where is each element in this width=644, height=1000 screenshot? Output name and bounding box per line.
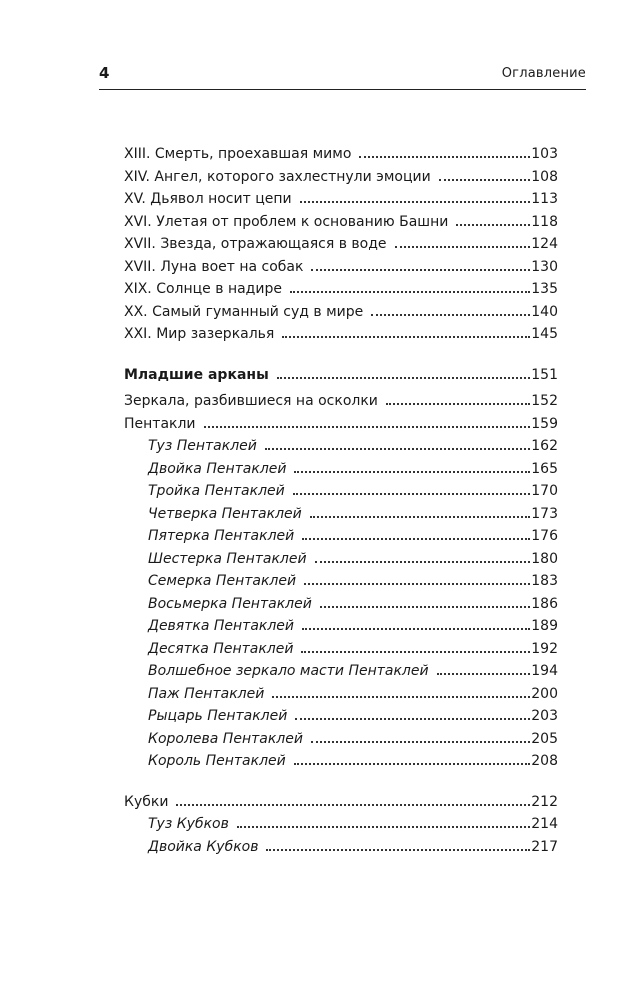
- toc-entry-title: XIV. Ангел, которого захлестнули эмоции: [124, 168, 431, 185]
- toc-entry[interactable]: [124, 278, 558, 301]
- toc-entry-page: 130: [531, 258, 558, 275]
- toc-entry[interactable]: [124, 233, 558, 256]
- toc-subentry[interactable]: [148, 638, 558, 661]
- toc-entry-title: XVII. Звезда, отражающаяся в воде: [124, 236, 387, 252]
- dot-leader: [265, 448, 530, 450]
- toc-entry-page: 170: [531, 483, 558, 499]
- toc-entry-page: 113: [531, 191, 558, 207]
- dot-leader: [295, 718, 530, 720]
- toc-subentry[interactable]: [148, 615, 558, 638]
- toc-subentry[interactable]: [148, 480, 558, 503]
- toc-subentry[interactable]: [148, 458, 558, 481]
- toc-entry-title: Семерка Пентаклей: [148, 573, 297, 589]
- toc-entry-title: Туз Кубков: [148, 816, 229, 832]
- toc-entry-title: Тройка Пентаклей: [148, 483, 285, 499]
- dot-leader: [386, 403, 530, 405]
- dot-leader: [311, 269, 530, 271]
- toc-subentry[interactable]: [148, 750, 558, 773]
- table-of-contents: [124, 143, 558, 858]
- toc-entry-page: 183: [531, 573, 558, 589]
- dot-leader: [266, 849, 530, 851]
- toc-entry-page: 124: [531, 236, 558, 252]
- dot-leader: [371, 314, 530, 316]
- dot-leader: [311, 741, 530, 743]
- toc-entry-title: XIII. Смерть, проехавшая мимо: [124, 146, 352, 162]
- toc-section-title: Младшие арканы: [124, 366, 269, 383]
- toc-entry-page: 186: [531, 595, 558, 612]
- toc-entry-title: Пентакли: [124, 415, 196, 432]
- toc-subentry[interactable]: [148, 435, 558, 458]
- toc-entry-page: 200: [531, 685, 558, 702]
- toc-entry-page: 162: [531, 438, 558, 454]
- toc-entry-cups[interactable]: [124, 791, 558, 814]
- toc-entry-page: 192: [531, 640, 558, 657]
- dot-leader: [176, 804, 530, 806]
- dot-leader: [272, 696, 530, 698]
- dot-leader: [237, 826, 530, 828]
- spacer: [124, 346, 558, 364]
- toc-subentry[interactable]: [148, 548, 558, 571]
- dot-leader: [315, 561, 531, 563]
- toc-entry-page: 140: [531, 303, 558, 320]
- toc-entry-page: 145: [531, 326, 558, 342]
- toc-entry-title: Волшебное зеркало масти Пентаклей: [148, 663, 429, 679]
- toc-entry-title: Королева Пентаклей: [148, 730, 303, 747]
- toc-entry-title: Десятка Пентаклей: [148, 640, 294, 657]
- toc-entry-title: XIX. Солнце в надире: [124, 281, 282, 297]
- toc-subentry[interactable]: [148, 525, 558, 548]
- toc-entry-page: 103: [531, 146, 558, 162]
- toc-subentry[interactable]: [148, 813, 558, 836]
- dot-leader: [310, 516, 531, 518]
- toc-entry-page: 151: [531, 366, 558, 383]
- dot-leader: [300, 201, 531, 203]
- toc-entry-title: XV. Дьявол носит цепи: [124, 191, 292, 207]
- toc-entry-title: Шестерка Пентаклей: [148, 550, 307, 567]
- running-title: Оглавление: [501, 66, 586, 81]
- toc-entry[interactable]: [124, 323, 558, 346]
- toc-entry-page: 189: [531, 618, 558, 634]
- toc-entry[interactable]: [124, 166, 558, 189]
- toc-subentry[interactable]: [148, 593, 558, 616]
- toc-entry-page: 152: [531, 393, 558, 409]
- toc-entry-title: Пятерка Пентаклей: [148, 528, 295, 544]
- toc-entry-page: 217: [531, 838, 558, 855]
- toc-entry-page: 165: [531, 460, 558, 477]
- page-header: [99, 62, 586, 90]
- toc-subentry[interactable]: [148, 683, 558, 706]
- toc-entry-title: Король Пентаклей: [148, 753, 286, 769]
- toc-subentry[interactable]: [148, 503, 558, 526]
- toc-entry-page: 214: [531, 816, 558, 832]
- toc-entry-title: Кубки: [124, 793, 169, 810]
- toc-entry-title: Двойка Пентаклей: [148, 460, 287, 477]
- toc-subentry[interactable]: [148, 570, 558, 593]
- toc-entry[interactable]: [124, 301, 558, 324]
- toc-entry-page: 212: [531, 793, 558, 810]
- dot-leader: [304, 583, 530, 585]
- toc-entry-page: 176: [531, 528, 558, 544]
- toc-entry-title: XVI. Улетая от проблем к основанию Башни: [124, 213, 449, 230]
- dot-leader: [437, 673, 531, 675]
- dot-leader: [301, 651, 530, 653]
- spacer: [124, 773, 558, 791]
- dot-leader: [359, 156, 530, 158]
- toc-entry-title: Четверка Пентаклей: [148, 505, 302, 522]
- toc-entry-title: Паж Пентаклей: [148, 685, 265, 702]
- toc-entry[interactable]: [124, 143, 558, 166]
- toc-section-minor-arcana[interactable]: [124, 364, 558, 387]
- toc-entry-page: 205: [531, 730, 558, 747]
- toc-entry-page: 108: [531, 168, 558, 185]
- toc-entry-title: Рыцарь Пентаклей: [148, 708, 288, 724]
- toc-subentry[interactable]: [148, 836, 558, 859]
- dot-leader: [456, 224, 530, 226]
- toc-entry-mirrors[interactable]: [124, 390, 558, 413]
- toc-entry-title: Девятка Пентаклей: [148, 618, 295, 634]
- toc-entry-title: XVII. Луна воет на собак: [124, 258, 304, 275]
- toc-entry-page: 173: [531, 505, 558, 522]
- toc-entry-pentacles[interactable]: [124, 413, 558, 436]
- toc-entry-page: 135: [531, 281, 558, 297]
- dot-leader: [204, 426, 531, 428]
- toc-entry[interactable]: [124, 256, 558, 279]
- toc-entry-page: 203: [531, 708, 558, 724]
- dot-leader: [294, 471, 530, 473]
- toc-entry-title: Туз Пентаклей: [148, 438, 257, 454]
- toc-subentry[interactable]: [148, 660, 558, 683]
- toc-entry[interactable]: [124, 188, 558, 211]
- toc-entry-page: 208: [531, 753, 558, 769]
- dot-leader: [293, 493, 531, 495]
- toc-entry-title: XX. Самый гуманный суд в мире: [124, 303, 364, 320]
- dot-leader: [439, 179, 531, 181]
- toc-entry-page: 118: [531, 213, 558, 230]
- toc-subentry[interactable]: [148, 705, 558, 728]
- dot-leader: [282, 336, 530, 338]
- toc-entry-page: 180: [531, 550, 558, 567]
- toc-entry[interactable]: [124, 211, 558, 234]
- dot-leader: [320, 606, 530, 608]
- toc-entry-page: 194: [531, 663, 558, 679]
- dot-leader: [294, 763, 531, 765]
- dot-leader: [302, 628, 530, 630]
- toc-entry-page: 159: [531, 415, 558, 432]
- dot-leader: [302, 538, 530, 540]
- dot-leader: [395, 246, 531, 248]
- toc-entry-title: Восьмерка Пентаклей: [148, 595, 312, 612]
- dot-leader: [277, 377, 531, 379]
- dot-leader: [290, 291, 530, 293]
- page-number: 4: [99, 64, 110, 82]
- toc-entry-title: Зеркала, разбившиеся на осколки: [124, 393, 378, 409]
- toc-entry-title: Двойка Кубков: [148, 838, 259, 855]
- toc-entry-title: XXI. Мир зазеркалья: [124, 326, 275, 342]
- toc-subentry[interactable]: [148, 728, 558, 751]
